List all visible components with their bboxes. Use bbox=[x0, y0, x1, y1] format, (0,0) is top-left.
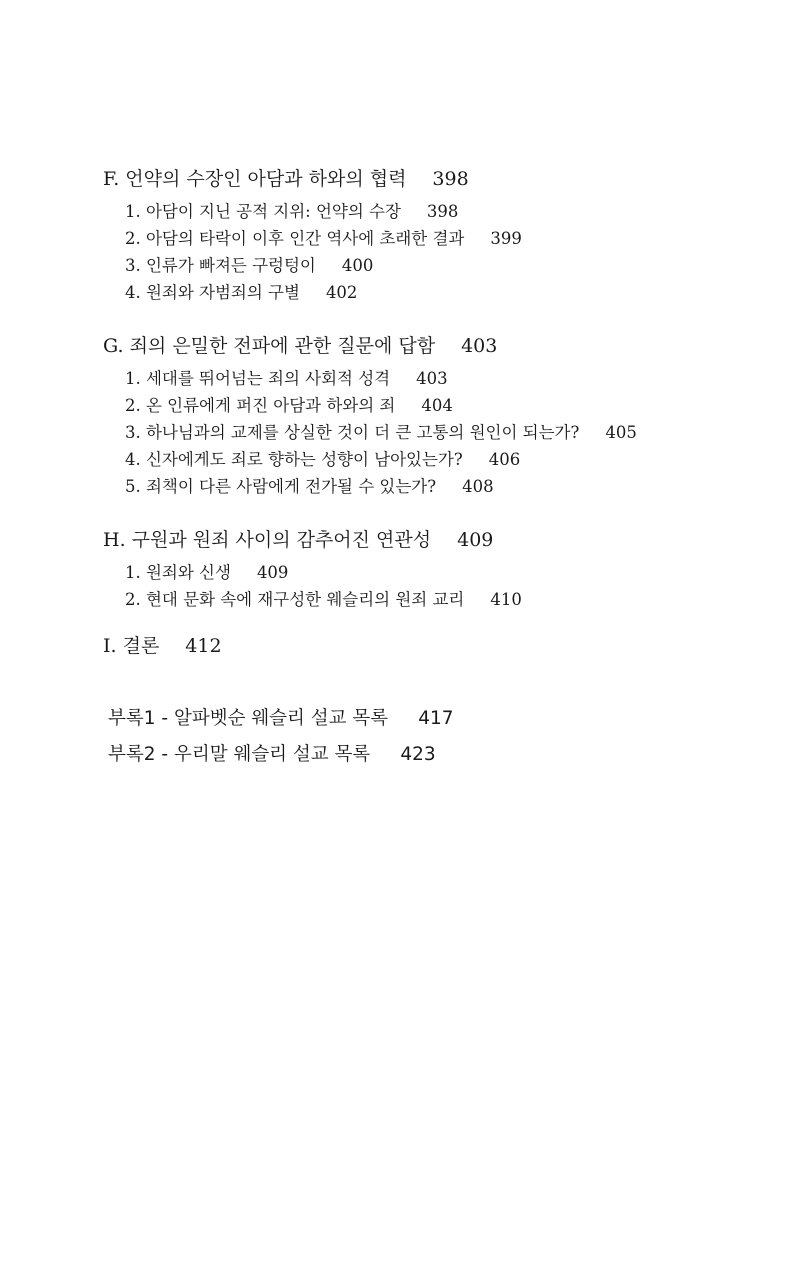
item-page-number: 398 bbox=[426, 202, 459, 221]
toc-item bbox=[125, 225, 763, 252]
appendix-title: 부록1 - 알파벳순 웨슬리 설교 목록 bbox=[108, 708, 389, 729]
item-page-number: 406 bbox=[488, 450, 521, 469]
section-page-number: 412 bbox=[185, 635, 222, 657]
toc-item-list bbox=[103, 559, 763, 613]
toc-item bbox=[125, 446, 763, 473]
toc-item-list bbox=[103, 198, 763, 306]
toc-section-heading bbox=[103, 633, 763, 659]
item-title: 3. 인류가 빠져든 구렁텅이 bbox=[125, 256, 316, 275]
item-title: 2. 온 인류에게 퍼진 아담과 하와의 죄 bbox=[125, 396, 396, 415]
toc-section-i bbox=[103, 633, 763, 659]
item-page-number: 410 bbox=[490, 590, 522, 609]
section-page-number: 398 bbox=[432, 168, 469, 190]
toc-item bbox=[125, 252, 763, 279]
item-title: 3. 하나님과의 교제를 상실한 것이 더 큰 고통의 원인이 되는가? bbox=[125, 423, 580, 442]
item-page-number: 402 bbox=[325, 283, 358, 302]
toc-section-heading bbox=[103, 333, 763, 359]
toc-item bbox=[125, 279, 763, 306]
toc-section-heading bbox=[103, 166, 763, 192]
toc-section-g bbox=[103, 333, 763, 500]
section-title: G. 죄의 은밀한 전파에 관한 질문에 답함 bbox=[103, 335, 436, 357]
item-title: 2. 현대 문화 속에 재구성한 웨슬리의 원죄 교리 bbox=[125, 590, 465, 609]
item-title: 4. 신자에게도 죄로 향하는 성향이 남아있는가? bbox=[125, 450, 463, 469]
item-title: 2. 아담의 타락이 이후 인간 역사에 초래한 결과 bbox=[125, 229, 465, 248]
item-page-number: 400 bbox=[341, 256, 374, 275]
toc-item bbox=[125, 365, 763, 392]
appendix-title: 부록2 - 우리말 웨슬리 설교 목록 bbox=[108, 744, 371, 765]
item-page-number: 399 bbox=[490, 229, 522, 248]
toc-section-f bbox=[103, 166, 763, 306]
toc-item bbox=[125, 473, 763, 500]
section-title: F. 언약의 수장인 아담과 하와의 협력 bbox=[103, 168, 407, 190]
toc-section-h bbox=[103, 527, 763, 613]
item-page-number: 409 bbox=[256, 563, 289, 582]
toc-item-list bbox=[103, 365, 763, 500]
toc-appendix-2 bbox=[108, 742, 708, 768]
item-title: 1. 원죄와 신생 bbox=[125, 563, 231, 582]
item-page-number: 408 bbox=[462, 477, 494, 496]
item-title: 4. 원죄와 자범죄의 구별 bbox=[125, 283, 300, 302]
toc-item bbox=[125, 419, 763, 446]
toc-appendix-1 bbox=[108, 706, 708, 732]
item-title: 5. 죄책이 다른 사람에게 전가될 수 있는가? bbox=[125, 477, 437, 496]
appendix-page-number: 417 bbox=[418, 708, 454, 729]
item-title: 1. 세대를 뛰어넘는 죄의 사회적 성격 bbox=[125, 369, 391, 388]
section-page-number: 403 bbox=[461, 335, 498, 357]
section-title: H. 구원과 원죄 사이의 감추어진 연관성 bbox=[103, 529, 432, 551]
toc-item bbox=[125, 198, 763, 225]
section-page-number: 409 bbox=[457, 529, 494, 551]
section-title: I. 결론 bbox=[103, 635, 160, 657]
toc-item bbox=[125, 559, 763, 586]
toc-item bbox=[125, 392, 763, 419]
item-page-number: 403 bbox=[416, 369, 448, 388]
appendix-page-number: 423 bbox=[400, 744, 436, 765]
toc-section-heading bbox=[103, 527, 763, 553]
item-page-number: 404 bbox=[421, 396, 453, 415]
item-page-number: 405 bbox=[605, 423, 637, 442]
toc-item bbox=[125, 586, 763, 613]
item-title: 1. 아담이 지닌 공적 지위: 언약의 수장 bbox=[125, 202, 401, 221]
